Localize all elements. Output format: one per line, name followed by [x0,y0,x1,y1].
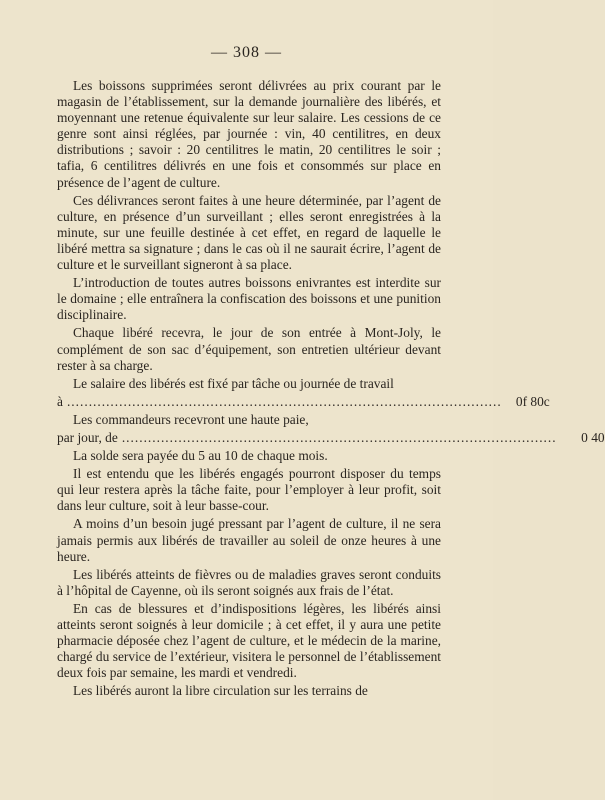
paragraph-introduction: L’introduction de toutes autres boissons enivrantes est interdite sur le domaine ; elle entraînera la confiscation des boissons et une punition disciplinaire. [57,275,441,323]
paragraph-delivrances: Ces délivrances seront faites à une heure déterminée, par l’agent de culture, en présence d’un surveillant ; elles seront enregistrées à la minute, sur une feuille destinée à cet effet, en regard de laquelle le libéré mettra sa signature ; dans le cas où il ne saurait écrire, l’agent de culture et le surveillant signeront à sa place. [57,192,441,273]
paragraph-equipement: Chaque libéré recevra, le jour de son entrée à Mont-Joly, le complément de son sac d’équipement, son entretien ultérieur devant rester à sa charge. [57,325,441,373]
paragraph-boissons: Les boissons supprimées seront délivrées au prix courant par le magasin de l’établissement, sur la demande journalière des libérés, et moyennant une retenue équivalente sur leur salaire. Les cessions de ce genre sont ainsi réglées, par journée : vin, 40 centilitres, en deux distributions ; savoir : 20 centilitres le matin, 20 centilitres le soir ; tafia, 6 centilitres délivrés en une fois et consommés sur place en présence de l’agent de culture. [57,78,441,190]
page-number: — 308 — [211,44,282,61]
commandeurs-line [57,429,605,446]
dot-leader: .................................................................................................... [121,429,557,445]
paragraph-temps: Il est entendu que les libérés engagés pourront disposer du temps qui leur restera après la tâche faite, pour l’employer à leur profit, soit dans leur culture, soit à leur basse-cour. [57,466,441,514]
dot-leader: .................................................................................................... [66,393,502,409]
wage-label: à [57,393,63,409]
wage-line [57,393,550,410]
paragraph-blessures: En cas de blessures et d’indispositions légères, les libérés ainsi atteints seront soignés à leur domicile ; à cet effet, il y aura une petite pharmacie déposée chez l’agent de culture, et le médecin de la marine, chargé du service de l’extérieur, visitera le personnel de l’établissement deux fois par semaine, les mardi et vendredi. [57,600,441,681]
body-text [57,78,605,701]
commandeurs-label: par jour, de [57,429,118,445]
commandeurs-amount: 0 40 [581,429,605,445]
paragraph-circulation: Les libérés auront la libre circulation sur les terrains de [73,683,368,699]
paragraph-solde: La solde sera payée du 5 au 10 de chaque mois. [73,448,328,464]
paragraph-fievres: Les libérés atteints de fièvres ou de maladies graves seront conduits à l’hôpital de Cayenne, où ils seront soignés aux frais de l’état. [57,566,441,598]
paragraph-soleil: A moins d’un besoin jugé pressant par l’agent de culture, il ne sera jamais permis aux libérés de travailler au soleil de onze heures à une heure. [57,516,441,564]
wage-amount: 0f 80c [515,393,550,409]
paragraph-commandeurs: Les commandeurs recevront une haute paie, [73,411,309,427]
paragraph-salaire: Le salaire des libérés est fixé par tâche ou journée de travail [73,375,394,391]
